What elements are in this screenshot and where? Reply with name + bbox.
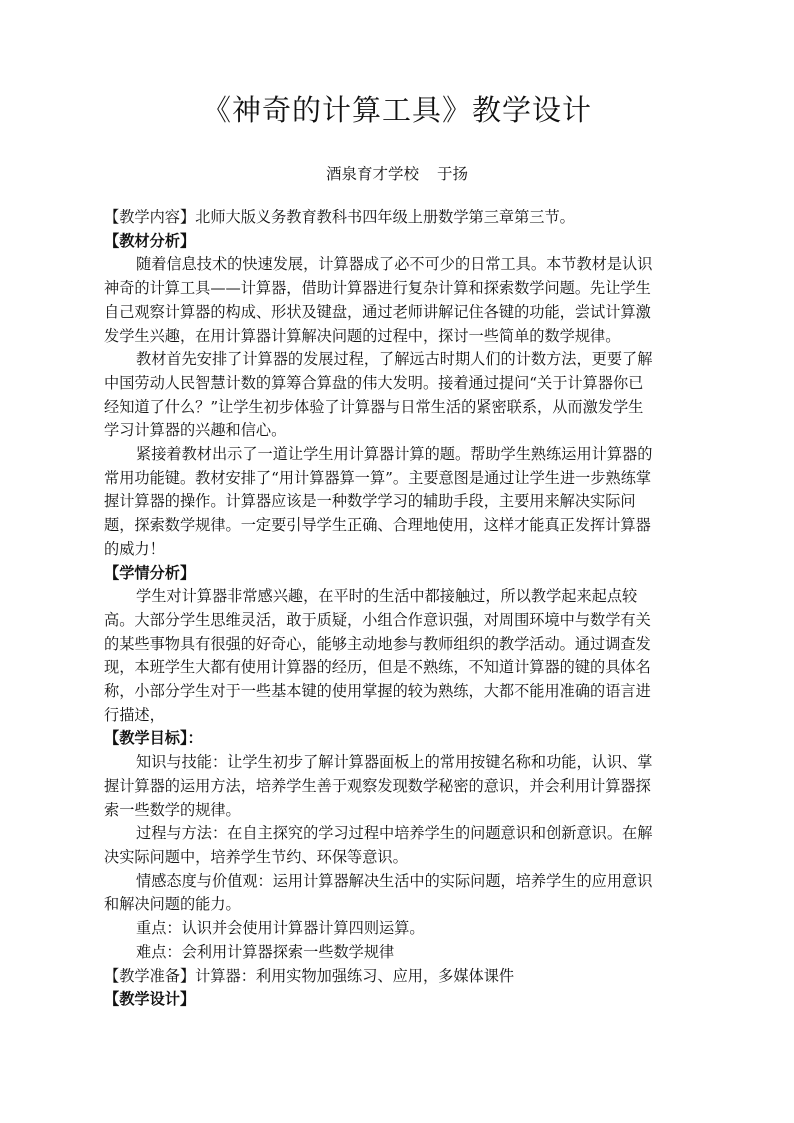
section-teaching-content: 【教学内容】北师大版义务教育教科书四年级上册数学第三章第三节。 [104, 208, 575, 226]
paragraph-line: 称，小部分学生对于一些基本键的使用掌握的较为熟练，大都不能用准确的语言进 [104, 682, 651, 701]
paragraph-line: 知识与技能：让学生初步了解计算器面板上的常用按键名称和功能，认识、掌 [136, 753, 653, 772]
section-teaching-preparation: 【教学准备】计算器：利用实物加强练习、应用，多媒体课件 [104, 966, 515, 985]
paragraph-line: 发学生兴趣，在用计算器计算解决问题的过程中，探讨一些简单的数学规律。 [104, 326, 621, 345]
paragraph-line: 决实际问题中，培养学生节约、环保等意识。 [104, 847, 408, 866]
paragraph-line: 高。大部分学生思维灵活，敢于质疑，小组合作意识强，对周围环境中与数学有关 [104, 610, 651, 629]
paragraph-line: 教材首先安排了计算器的发展过程，了解远古时期人们的计数方法，更要了解 [136, 350, 653, 369]
paragraph-line: 题，探索数学规律。一定要引导学生正确、合理地使用，这样才能真正发挥计算器 [104, 516, 651, 535]
paragraph-line: 和解决问题的能力。 [104, 895, 241, 914]
paragraph-line: 的某些事物具有很强的好奇心，能够主动地参与教师组织的教学活动。通过调查发 [104, 634, 651, 653]
difficult-point-line: 难点：会利用计算器探索一些数学规律 [136, 942, 395, 961]
paragraph-line: 行描述， [104, 705, 165, 724]
paragraph-line: 握计算器的运用方法，培养学生善于观察发现数学秘密的意识，并会利用计算器探 [104, 776, 651, 795]
author-line [0, 162, 794, 184]
paragraph-line: 紧接着教材出示了一道让学生用计算器计算的题。帮助学生熟练运用计算器的 [136, 445, 653, 464]
section-heading-teaching-goals: 【教学目标】： [104, 729, 203, 748]
document-title: 《神奇的计算工具》教学设计 [201, 93, 592, 127]
paragraph-line: 学习计算器的兴趣和信心。 [104, 421, 287, 440]
paragraph-line: 的威力！ [104, 539, 165, 558]
paragraph-line: 过程与方法：在自主探究的学习过程中培养学生的问题意识和创新意识。在解 [136, 824, 653, 843]
author-school: 酒泉育才学校 [325, 165, 419, 183]
paragraph-line: 经知道了什么？”让学生初步体验了计算器与日常生活的紧密联系，从而激发学生 [104, 397, 644, 416]
section-heading-textbook-analysis: 【教材分析】 [104, 231, 196, 250]
paragraph-line: 现，本班学生大都有使用计算器的经历，但是不熟练，不知道计算器的键的具体名 [104, 658, 651, 677]
section-heading-teaching-design: 【教学设计】 [104, 990, 196, 1009]
paragraph-line: 神奇的计算工具——计算器，借助计算器进行复杂计算和探索数学问题。先让学生 [104, 279, 651, 298]
paragraph-line: 随着信息技术的快速发展，计算器成了必不可少的日常工具。本节教材是认识 [136, 255, 653, 274]
paragraph-line: 中国劳动人民智慧计数的算筹合算盘的伟大发明。接着通过提问“关于计算器你已 [104, 373, 644, 392]
paragraph-line: 握计算器的操作。计算器应该是一种数学学习的辅助手段，主要用来解决实际问 [104, 492, 636, 511]
key-point-line: 重点：认识并会使用计算器计算四则运算。 [136, 919, 425, 938]
paragraph-line: 常用功能键。教材安排了“用计算器算一算”。主要意图是通过让学生进一步熟练掌 [104, 468, 652, 487]
document-body [104, 206, 686, 1012]
paragraph-line: 索一些数学的规律。 [104, 800, 241, 819]
author-name: 于扬 [437, 165, 469, 183]
section-heading-student-analysis: 【学情分析】 [104, 563, 196, 582]
paragraph-line: 学生对计算器非常感兴趣，在平时的生活中都接触过，所以教学起来起点较 [136, 587, 638, 606]
paragraph-line: 情感态度与价值观：运用计算器解决生活中的实际问题，培养学生的应用意识 [136, 871, 653, 890]
paragraph-line: 自己观察计算器的构成、形状及键盘，通过老师讲解记住各键的功能，尝试计算激 [104, 302, 651, 321]
